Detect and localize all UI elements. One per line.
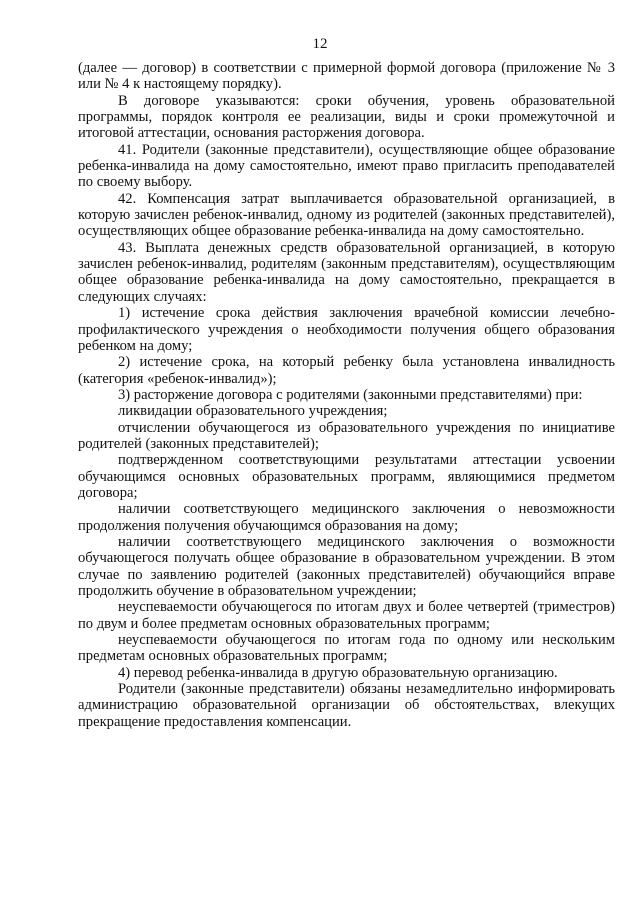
sub-item-liquidation: ликвидации образовательного учреждения; bbox=[118, 403, 388, 420]
list-item-3: 3) расторжение договора с родителями (законными представителями) при: bbox=[118, 386, 583, 403]
paragraph-42: 42. Компенсация затрат выплачивается образовательной организацией, в которую зачислен ребенок-инвалид, одному из родителей (законных представителей), осуществляющих общее образование ребенка-инвалида на дому самостоятельно. bbox=[78, 190, 615, 240]
paragraph-parents-obligation: Родители (законные представители) обязаны незамедлительно информировать администрацию образовательной организации об обстоятельствах, влекущих прекращение предоставления компенсации. bbox=[78, 681, 615, 730]
sub-item-expulsion: отчислении обучающегося из образовательного учреждения по инициативе родителей (законных представителей); bbox=[78, 419, 615, 452]
sub-item-attestation: подтвержденном соответствующими результатами аттестации усвоении обучающимся основных образовательных программ, являющимися предметом договора; bbox=[78, 452, 615, 501]
sub-item-medical-impossibility: наличии соответствующего медицинского заключения о невозможности продолжения получения обучающимся образования на дому; bbox=[78, 501, 615, 534]
sub-item-year-failure: неуспеваемости обучающегося по итогам года по одному или нескольким предметам основных образовательных программ; bbox=[78, 632, 615, 665]
paragraph-41: 41. Родители (законные представители), осуществляющие общее образование ребенка-инвалида на дому самостоятельно, имеют право пригласить преподавателей по своему выбору. bbox=[78, 141, 615, 191]
document-body bbox=[78, 60, 615, 730]
list-item-2: 2) истечение срока, на который ребенку была установлена инвалидность (категория «ребенок-инвалид»); bbox=[78, 354, 615, 387]
sub-item-quarter-failure: неуспеваемости обучающегося по итогам двух и более четвертей (триместров) по двум и более предметам основных образовательных программ; bbox=[78, 599, 615, 632]
paragraph-contract-terms: В договоре указываются: сроки обучения, уровень образовательной программы, порядок контроля ее реализации, виды и сроки промежуточной и итоговой аттестации, основания расторжения договора. bbox=[78, 92, 615, 142]
paragraph-contract-continuation: (далее — договор) в соответствии с примерной формой договора (приложение № 3 или № 4 к настоящему порядку). bbox=[78, 60, 615, 93]
page-number: 12 bbox=[312, 36, 328, 52]
sub-item-medical-possibility: наличии соответствующего медицинского заключения о возможности обучающегося получать общее образование в образовательном учреждении. В этом случае по заявлению родителей (законных представителей) обучающийся вправе продолжить обучение в образовательном учреждении; bbox=[78, 533, 615, 599]
paragraph-43: 43. Выплата денежных средств образовательной организацией, в которую зачислен ребенок-инвалид, родителям (законным представителям), осуществляющим общее образование ребенка-инвалида на дому самостоятельно, прекращается в следующих случаях: bbox=[78, 239, 615, 305]
list-item-1: 1) истечение срока действия заключения врачебной комиссии лечебно-профилактического учреждения о необходимости получения общего образования ребенком на дому; bbox=[78, 305, 615, 354]
list-item-4: 4) перевод ребенка-инвалида в другую образовательную организацию. bbox=[118, 664, 558, 681]
